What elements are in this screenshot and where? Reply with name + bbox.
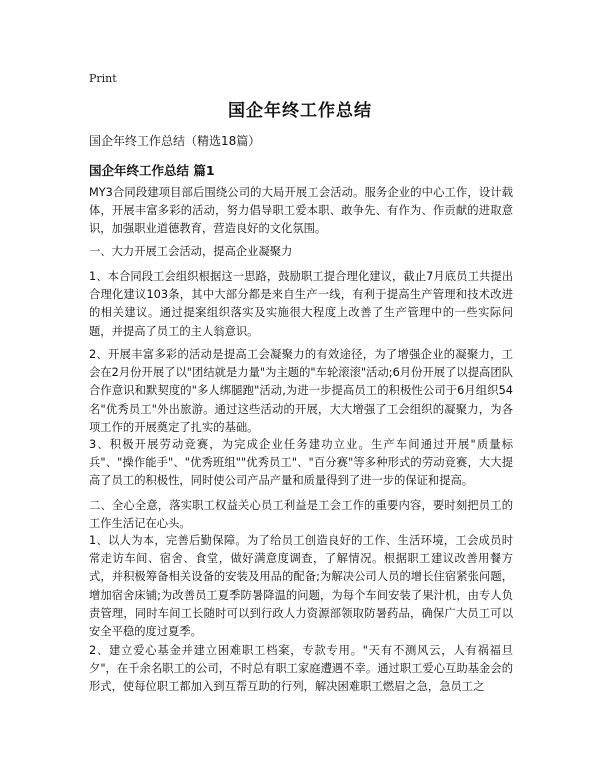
paragraph-2-1: 1、以人为本，完善后勤保障。为了给员工创造良好的工作、生活环境，工会成员时常走访车间、宿舍、食堂，做好满意度调查，了解情况。根据职工建议改善用餐方式，并积极筹备相关设备的安装及用品的配备;为解决公司人员的增长住宿紧张问题，增加宿舍床铺;为改善员工夏季防暑降温的问题，为每个车间安装了果汁机，由专人负责管理，同时车间工长随时可以到行政人力资源部领取防暑药品，确保广大员工可以安全平稳的度过夏季。 [89,534,513,639]
section-heading: 国企年终工作总结 篇1 [89,163,215,178]
document-title: 国企年终工作总结 [228,101,372,121]
document-subtitle: 国企年终工作总结（精选18篇） [89,134,261,148]
paragraph-1-1: 1、本合同段工会组织根据这一思路，鼓励职工提合理化建议，截止7月底员工共提出合理化建议103条，其中大部分都是来自生产一线，有利于提高生产管理和技术改进的相关建议。通过提案组织落实及实施很大程度上改善了生产管理中的一些实际问题，并提高了员工的主人翁意识。 [89,270,513,338]
paragraph-2-2: 2、建立爱心基金并建立困难职工档案，专款专用。"天有不测风云，人有祸福旦夕"，在千余名职工的公司，不时总有职工家庭遭遇不幸。通过职工爱心互助基金会的形式，使每位职工都加入到互帮互助的行列，解决困难职工燃眉之急，急员工之 [89,644,513,694]
paragraph-1-3: 3、积极开展劳动竞赛，为完成企业任务建功立业。生产车间通过开展"质量标兵"、"操作能手"、"优秀班组""优秀员工"、"百分赛"等多种形式的劳动竞赛，大大提高了员工的积极性，同时使公司产品产量和质量得到了进一步的保证和提高。 [89,438,513,488]
paragraph-heading-2: 二、全心全意，落实职工权益关心员工利益是工会工作的重要内容，要时刻把员工的工作生活记在心头。 [89,499,513,531]
print-label: Print [89,72,117,85]
paragraph-1-2: 2、开展丰富多彩的活动是提高工会凝聚力的有效途径，为了增强企业的凝聚力，工会在2月份开展了以"团结就是力量"为主题的"车轮滚滚"活动;6月份开展了以提高团队合作意识和默契度的"多人绑腿跑"活动,为进一步提高员工的积极性公司于6月组织54名"优秀员工"外出旅游。通过这些活动的开展，大大增强了工会组织的凝聚力，为各项工作的开展奠定了扎实的基础。 [89,348,513,434]
paragraph-intro: MY3合同段建项目部后围绕公司的大局开展工会活动。服务企业的中心工作，设计载体，开展丰富多彩的活动，努力倡导职工爱本职、敢争先、有作为、作贡献的进取意识，加强职业道德教育，营造良好的文化氛围。 [89,186,513,236]
paragraph-heading-1: 一、大力开展工会活动，提高企业凝聚力 [89,245,293,258]
